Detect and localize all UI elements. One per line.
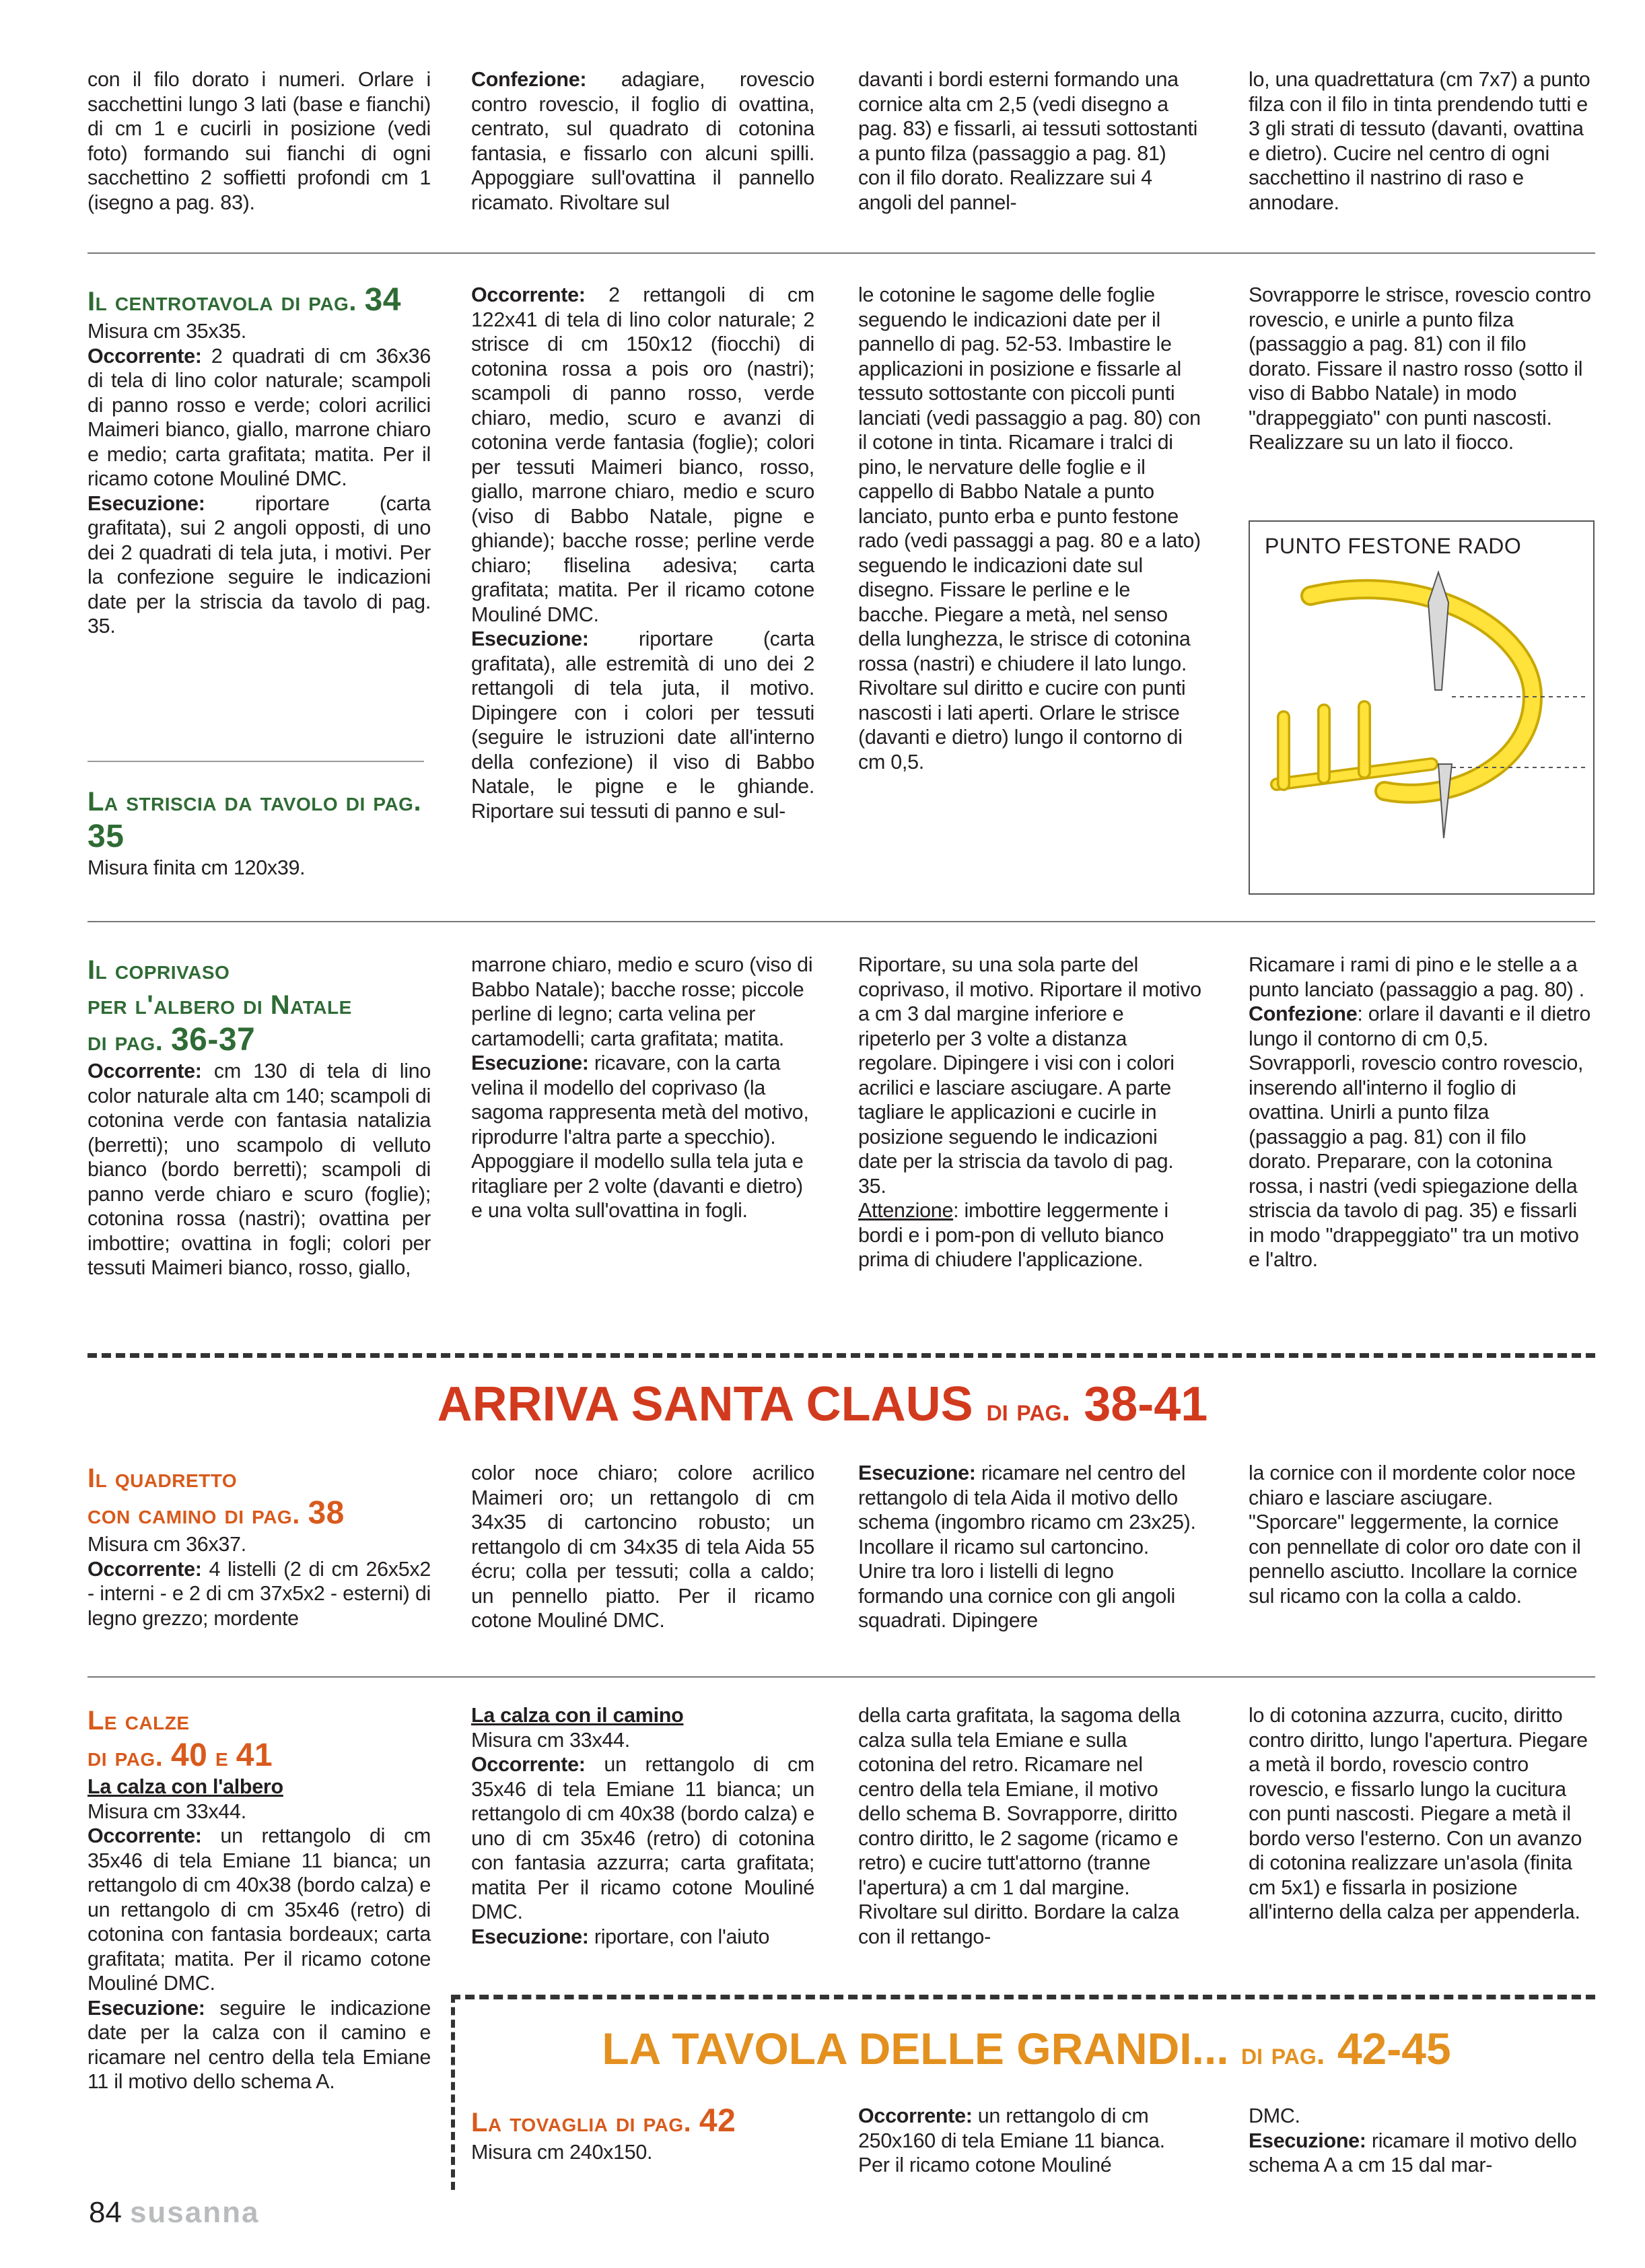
misura: Misura finita cm 120x39. [88, 856, 306, 879]
calze-col-4: lo di cotonina azzurra, cucito, diritto contro diritto, lungo l'apertura. Piegare a metà il bordo, rovescio contro rovescio, e fissarlo lungo la cucitura con punti nascosti. Piegare a metà il bordo verso l'esterno. Con un avanzo di cotonina realizzare un'asola (finita cm 5x1) e fissarla in posizione all'interno della calza per appenderla. [1249, 1704, 1588, 1923]
calze-heading: Le calze di pag. 40 e 41 [88, 1706, 273, 1773]
page-number: 84 [89, 2196, 122, 2229]
tovaglia-heading: La tovaglia di pag. 42 [471, 2103, 736, 2139]
quadretto-col-4: la cornice con il mordente color noce chiaro e lasciare asciugare. "Sporcare" leggermente, la cornice con pennellate di color oro date con il pennello asciutto. Incollare la cornice sul ricamo con la colla a caldo. [1249, 1462, 1581, 1608]
divider [88, 921, 1595, 922]
top-col-1 [88, 67, 431, 215]
banner-num: 38-41 [1084, 1377, 1208, 1431]
coprivaso-section: Il coprivaso per l'albero di Natale di pag. 36-37 Occorrente: cm 130 di tela di lino color naturale alta cm 140; scampoli di cotonina verde con fantasia natalizia (berretti); uno scampolo di velluto bianco (bordo berretti); scampoli di panno verde chiaro e scuro (foglie); cotonina rossa (nastri); ovattina per imbottire; ovattina in fogli; colori per tessuti Maimeri bianco, rosso, giallo, [88, 953, 431, 1280]
coprivaso-col-4: Ricamare i rami di pino e le stelle a a punto lanciato (passaggio a pag. 80) . Confezione: orlare il davanti e il dietro lungo il contorno di cm 0,5. Sovrapporli, rovescio contro rovescio, inserendo all'interno il foglio di ovattina. Unirli a punto filza (passaggio a pag. 81) con il filo dorato. Preparare, con la cotonina rossa, i nastri (vedi spiegazione della striscia da tavolo di pag. 35) e fissarli in modo "drappeggiato" tra un motivo e l'altro. [1249, 953, 1591, 1271]
top-col-4 [1249, 67, 1592, 215]
text: adagiare, rovescio contro rovescio, il foglio di ovattina, centrato, sul quadrato di cotonina fantasia, e fissarlo con alcuni spilli. Appoggiare sull'ovattina il pannello ricamato. Rivoltare sul [471, 68, 814, 214]
tovaglia-col-4: DMC. Esecuzione: ricamare il motivo dello schema A a cm 15 dal mar- [1249, 2104, 1577, 2176]
divider [88, 1676, 1595, 1678]
top-col-2 [471, 67, 814, 215]
magazine-brand: susanna [129, 2196, 260, 2229]
misura: Misura cm 35x35. [88, 320, 246, 343]
tovaglia-col-3: Occorrente: un rettangolo di cm 250x160 di tela Emiane 11 bianca. Per il ricamo cotone Mouliné [858, 2104, 1165, 2176]
festone-stitch-drawing [1250, 522, 1590, 891]
subheading: La calza con il camino [471, 1704, 684, 1727]
top-col-3-text: davanti i bordi esterni formando una cornice alta cm 2,5 (vedi disegno a pag. 83) e fissarli, ai tessuti sottostanti a punto filza (passaggio a pag. 81) con il filo dorato. Realizzare sui 4 angoli del pannel- [858, 68, 1198, 214]
coprivaso-heading: Il coprivaso per l'albero di Natale di pag. 36-37 [88, 955, 352, 1058]
centrotavola-section: Il centrotavola di pag. 34 Misura cm 35x35. Occorrente: 2 quadrati di cm 36x36 di tela di lino color naturale; scampoli di panno rosso e verde; colori acrilici Maimeri bianco, giallo, marrone chiaro e medio; carta grafitata; matita. Per il ricamo cotone Mouliné DMC. Esecuzione: riportare (carta grafitata), sui 2 angoli opposti, di uno dei 2 quadrati di tela juta, i motivi. Per la confezione seguire le indicazioni date per la striscia da tavolo di pag. 35. [88, 282, 431, 638]
stitch-illustration [1249, 520, 1595, 895]
section-banner [0, 1377, 1645, 1432]
banner-title: ARRIVA SANTA CLAUS [437, 1377, 973, 1431]
dashed-frame-left [451, 1995, 455, 2190]
striscia-col-4: Sovrapporre le strisce, rovescio contro rovescio, e unirle a punto filza (passaggio a pag. 81) con il filo dorato. Fissare il nastro rosso (sotto il viso di Babbo Natale) in modo "drappeggiato" con punti nascosti. Realizzare su un lato il fiocco. [1249, 283, 1591, 454]
striscia-col-3: le cotonine le sagome delle foglie seguendo le indicazioni date per il pannello di pag. 52-53. Imbastire le applicazioni in posizione e fissarle al tessuto sottostante con piccoli punti lanciati (vedi passaggio a pag. 80) con il cotone in tinta. Ricamare i tralci di pino, le nervature delle foglie e il cappello di Babbo Natale a punto lanciato, punto erba e punto festone rado (vedi passaggi a pag. 80 e a lato) seguendo le indicazioni date sul disegno. Fissare le perline e le bacche. Piegare a metà, nel senso della lunghezza, le strisce di cotonina rossa (nastri) e chiudere il lato lungo. Rivoltare sul diritto e cucire con punti nascosti i lati aperti. Orlare le strisce (davanti e dietro) lungo il contorno di cm 0,5. [858, 283, 1201, 774]
dashed-separator [88, 1353, 1595, 1358]
calze-col-3: della carta grafitata, la sagoma della calza sulla tela Emiane e sulla cotonina del retro. Ricamare nel centro della tela Emiane, il motivo dello schema B. Sovrapporre, diritto contro diritto, le 2 sagome (ricamo e retro) e cucire tutt'attorno (tranne l'apertura) a cm 1 dal margine. Rivoltare sul diritto. Bordare la calza con il rettango- [858, 1704, 1181, 1948]
striscia-col-2: Occorrente: 2 rettangoli di cm 122x41 di tela di lino color naturale; 2 strisce di cm 150x12 (fiocchi) di cotonina rossa a pois oro (nastri); scampoli di panno rosso, verde chiaro, medio, scuro e avanzi di cotonina verde fantasia (foglie); colori per tessuti Maimeri bianco, rosso, giallo, marrone chiaro, medio e scuro (viso di Babbo Natale, pigne e ghiande); bacche rosse; perline verde chiaro; fliselina adesiva; carta grafitata; matita. Per il ricamo cotone Mouliné DMC. Esecuzione: riportare (carta grafitata), alle estremità di uno dei 2 rettangoli di tela juta, il motivo. Dipingere con i colori per tessuti (seguire le istruzioni date all'interno della confezione) il viso di Babbo Natale, le pigne e le ghiande. Riportare sui tessuti di panno e sul- [471, 283, 814, 823]
striscia-heading: La striscia da tavolo di pag. 35 [88, 787, 422, 854]
divider [88, 252, 1595, 254]
section-banner [471, 2023, 1582, 2074]
banner-title: LA TAVOLA DELLE GRANDI... [602, 2024, 1229, 2073]
coprivaso-col-3: Riportare, su una sola parte del coprivaso, il motivo. Riportare il motivo a cm 3 dal margine inferiore e ripeterlo per 3 volte a distanza regolare. Dipingere i visi con i colori acrilici e lasciare asciugare. A parte tagliare le applicazioni e cucirle in posizione seguendo le indicazioni date per la striscia da tavolo di pag. 35. Attenzione: imbottire leggermente i bordi e i pom-pon di velluto bianco prima di chiudere l'applicazione. [858, 953, 1201, 1271]
banner-num: 42-45 [1337, 2024, 1451, 2073]
page-footer [89, 2196, 259, 2230]
figure-caption: PUNTO FESTONE RADO [1265, 534, 1522, 558]
quadretto-col-2: color noce chiaro; colore acrilico Maimeri oro; un rettangolo di cm 34x35 di cartoncino robusto; un rettangolo di cm 34x35 di tela Aida 55 écru; colla per tessuti; colla a caldo; un pennello piatto. Per il ricamo cotone Mouliné DMC. [471, 1462, 814, 1632]
top-col-4-text: lo, una quadrettatura (cm 7x7) a punto filza con il filo in tinta prendendo tutti e 3 gli strati di tessuto (davanti, ovattina e dietro). Cucire nel centro di ogni sacchettino il nastrino di raso e annodare. [1249, 68, 1590, 214]
coprivaso-col-2: marrone chiaro, medio e scuro (viso di Babbo Natale); bacche rosse; piccole perline di legno; carta velina per cartamodelli; carta grafitata; matita. Esecuzione: ricavare, con la carta velina il modello del coprivaso (la sagoma rappresenta metà del motivo, riprodurre l'altra parte a specchio). Appoggiare il modello sulla tela juta e ritagliare per 2 volte (davanti e dietro) e una volta sull'ovattina in fogli. [471, 953, 813, 1222]
label: Confezione: [471, 68, 587, 91]
divider [88, 761, 424, 762]
subheading: La calza con l'albero [88, 1775, 283, 1798]
centrotavola-heading: Il centrotavola di pag. 34 [88, 282, 401, 318]
tovaglia-section: La tovaglia di pag. 42 Misura cm 240x150. [471, 2104, 814, 2165]
quadretto-col-3: Esecuzione: ricamare nel centro del rettangolo di tela Aida il motivo dello schema (ingombro ricamo cm 23x25). Incollare il ricamo sul cartoncino. Unire tra loro i listelli di legno formando una cornice con gli angoli squadrati. Dipingere [858, 1462, 1196, 1632]
quadretto-heading: Il quadretto con camino di pag. 38 [88, 1464, 345, 1531]
quadretto-section: Il quadretto con camino di pag. 38 Misura cm 36x37. Occorrente: 4 listelli (2 di cm 26x5x2 - interni - e 2 di cm 37x5x2 - esterni) di legno grezzo; mordente [88, 1461, 431, 1630]
top-col-1-text: con il filo dorato i numeri. Orlare i sacchettini lungo 3 lati (base e fianchi) di cm 1 e cucirli in posizione (vedi foto) formando sui fianchi di ogni sacchettino 2 soffietti profondi cm 1 (isegno a pag. 83). [88, 68, 431, 214]
calze-section: Le calze di pag. 40 e 41 La calza con l'albero Misura cm 33x44. Occorrente: un rettangolo di cm 35x46 di tela Emiane 11 bianca; un rettangolo di cm 40x38 (bordo calza) e un rettangolo di cm 35x46 (retro) di cotonina con fantasia bordeaux; carta grafitata; matita. Per il ricamo cotone Mouliné DMC. Esecuzione: seguire le indicazione date per la calza con il camino e ricamare nel centro della tela Emiane 11 il motivo dello schema A. [88, 1703, 431, 2094]
top-col-3 [858, 67, 1201, 215]
striscia-section [88, 784, 431, 881]
calze-col-2: La calza con il camino Misura cm 33x44. Occorrente: un rettangolo di cm 35x46 di tela Emiane 11 bianca; un rettangolo di cm 40x38 (bordo calza) e uno di cm 35x46 (retro) di cotonina con fantasia azzurra; carta grafitata; matita Per il ricamo cotone Mouliné DMC. Esecuzione: riportare, con l'aiuto [471, 1704, 814, 1948]
dashed-frame-top [451, 1995, 1595, 1999]
banner-small: di pag. [986, 1392, 1071, 1427]
banner-small: di pag. [1240, 2036, 1325, 2071]
